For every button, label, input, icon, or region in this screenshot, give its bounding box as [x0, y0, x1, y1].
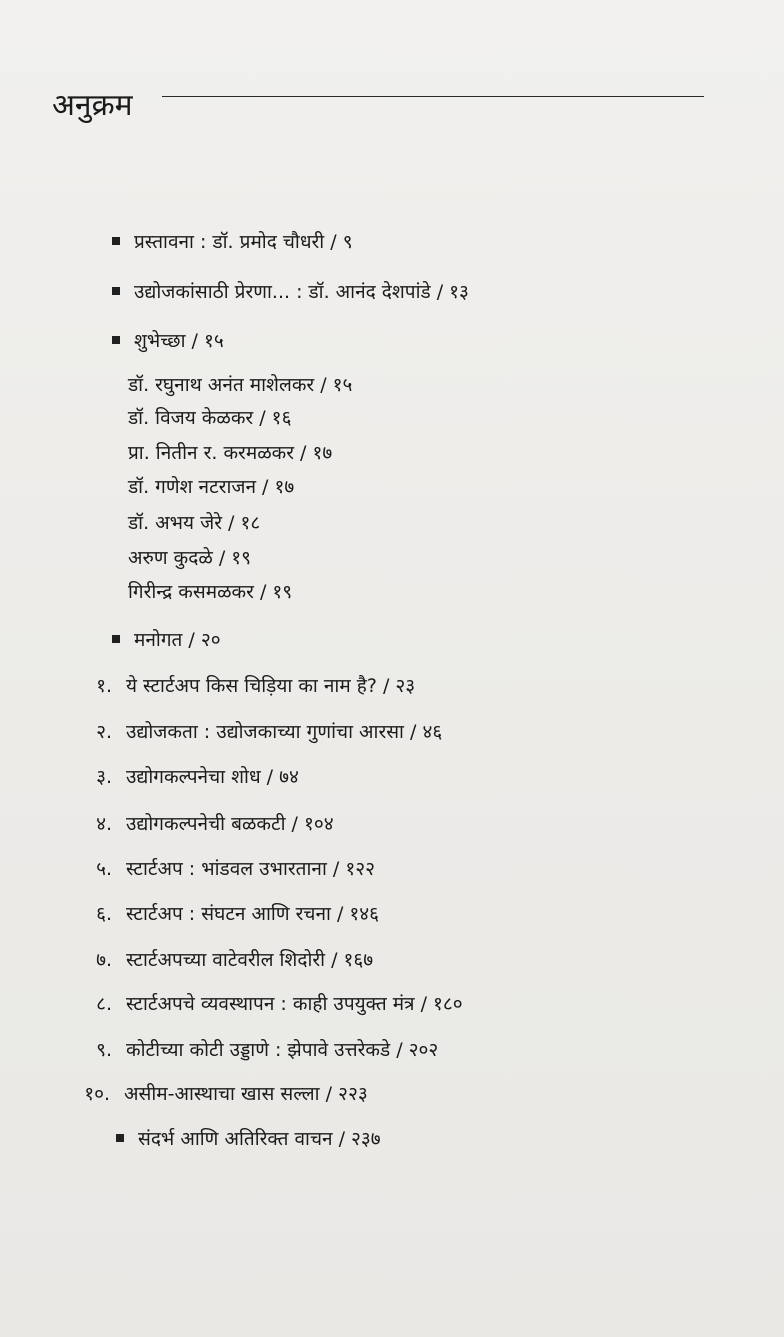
- message-entry: [128, 545, 251, 571]
- entry-text: मनोगत / २०: [134, 629, 221, 651]
- chapter-entry: [74, 1081, 368, 1107]
- message-entry: [128, 372, 352, 398]
- chapter-entry: [82, 947, 373, 973]
- entry-text: प्रा. नितीन र. करमळकर / १७: [128, 442, 333, 464]
- message-entry: [128, 440, 332, 466]
- section-entry: [116, 1126, 381, 1152]
- entry-text: स्टार्टअपच्या वाटेवरील शिदोरी / १६७: [126, 949, 374, 971]
- chapter-number: ५.: [96, 858, 112, 880]
- chapter-number: ९.: [96, 1039, 112, 1061]
- entry-text: उद्योजकांसाठी प्रेरणा... : डॉ. आनंद देशपांडे / १३: [134, 281, 469, 303]
- section-entry: [112, 279, 469, 305]
- entry-text: संदर्भ आणि अतिरिक्त वाचन / २३७: [138, 1128, 381, 1150]
- entry-text: स्टार्टअप : भांडवल उभारताना / १२२: [126, 858, 375, 880]
- entry-text: असीम-आस्थाचा खास सल्ला / २२३: [124, 1083, 368, 1105]
- square-bullet-icon: [112, 635, 120, 643]
- chapter-number: ८.: [96, 993, 112, 1015]
- chapter-entry: [82, 991, 463, 1017]
- chapter-number: ४.: [96, 813, 112, 835]
- section-entry: [112, 627, 221, 653]
- chapter-entry: [82, 764, 299, 790]
- chapter-number: १.: [96, 675, 112, 697]
- chapter-entry: [82, 811, 334, 837]
- chapter-entry: [82, 719, 442, 745]
- square-bullet-icon: [116, 1134, 124, 1142]
- chapter-number: ३.: [96, 766, 112, 788]
- message-entry: [128, 474, 294, 500]
- message-entry: [128, 510, 260, 536]
- chapter-number: ६.: [96, 903, 112, 925]
- chapter-entry: [82, 673, 415, 699]
- entry-text: गिरीन्द्र कसमळकर / १९: [128, 581, 293, 603]
- message-entry: [128, 579, 292, 605]
- entry-text: डॉ. विजय केळकर / १६: [128, 407, 292, 429]
- section-entry: [112, 328, 224, 354]
- entry-text: शुभेच्छा / १५: [134, 330, 224, 352]
- entry-text: ये स्टार्टअप किस चिड़िया का नाम है? / २३: [126, 675, 416, 697]
- chapter-number: ७.: [96, 949, 112, 971]
- chapter-entry: [82, 856, 375, 882]
- entry-text: डॉ. अभय जेरे / १८: [128, 512, 261, 534]
- entry-text: उद्योजकता : उद्योजकाच्या गुणांचा आरसा / ४६: [126, 721, 443, 743]
- chapter-number: २.: [96, 721, 112, 743]
- chapter-number: १०.: [84, 1083, 110, 1105]
- square-bullet-icon: [112, 336, 120, 344]
- entry-text: प्रस्तावना : डॉ. प्रमोद चौधरी / ९: [134, 231, 353, 253]
- section-entry: [112, 229, 353, 255]
- entry-text: उद्योगकल्पनेची बळकटी / १०४: [126, 813, 334, 835]
- square-bullet-icon: [112, 237, 120, 245]
- entry-text: स्टार्टअपचे व्यवस्थापन : काही उपयुक्त मंत्र / १८०: [126, 993, 463, 1015]
- entry-text: डॉ. गणेश नटराजन / १७: [128, 476, 295, 498]
- entry-text: अरुण कुदळे / १९: [128, 547, 252, 569]
- chapter-entry: [82, 1037, 438, 1063]
- message-entry: [128, 405, 291, 431]
- chapter-entry: [82, 901, 379, 927]
- square-bullet-icon: [112, 287, 120, 295]
- entry-text: कोटीच्या कोटी उड्डाणे : झेपावे उत्तरेकडे / २०२: [126, 1039, 439, 1061]
- title-rule: [162, 96, 704, 97]
- entry-text: उद्योगकल्पनेचा शोध / ७४: [126, 766, 299, 788]
- page-title: अनुक्रम: [52, 88, 133, 123]
- entry-text: स्टार्टअप : संघटन आणि रचना / १४६: [126, 903, 380, 925]
- entry-text: डॉ. रघुनाथ अनंत माशेलकर / १५: [128, 374, 353, 396]
